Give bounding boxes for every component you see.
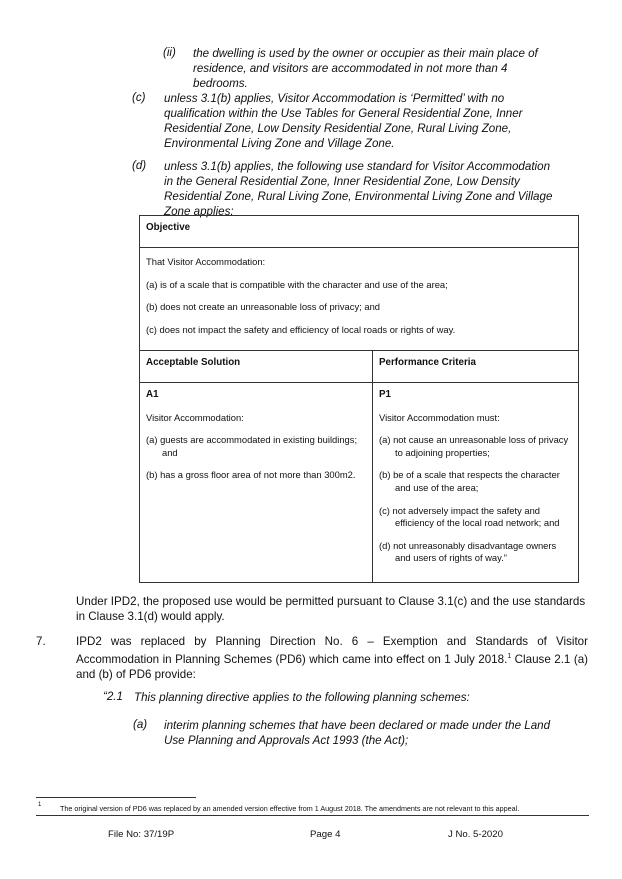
p1-item-d: (d) not unreasonably disadvantage owners and users of rights of way.” (379, 539, 557, 564)
footer-page-number: Page 4 (310, 829, 341, 840)
use-standard-table (139, 215, 579, 583)
paragraph-7-text-start: IPD2 was replaced by Planning Direction No. 6 – Exemption and Standards of Visitor Accommodation in Planning Schemes (PD6) which came into effect on 1 July 2018. (76, 635, 588, 666)
footnote-separator (36, 797, 196, 798)
a1-item-a: (a) guests are accommodated in existing buildings; and (146, 434, 358, 458)
paragraph-number: 7. (36, 635, 46, 648)
footer-rule (36, 815, 589, 816)
p1-item-a: (a) not cause an unreasonable loss of privacy to adjoining properties; (379, 434, 569, 458)
performance-criteria-cell (373, 383, 579, 583)
quote-clause-number: “2.1 (103, 690, 123, 703)
paragraph-7-text-end: Clause 2.1 (a) and (b) of PD6 provide: (76, 652, 588, 681)
footnote-text: The original version of PD6 was replaced by an amended version effective from 1 August 2018. The amendments are not relevant to this appeal. (60, 804, 520, 813)
item-d-text: unless 3.1(b) applies, the following use standard for Visitor Accommodation in the General Residential Zone, Inner Residential Zone, Low Density Residential Zone, Rural Living Zone, Environmental Living Zone and Village Zone applies: (164, 160, 553, 218)
objective-cell (140, 248, 579, 351)
under-ipd2-paragraph: Under IPD2, the proposed use would be permitted pursuant to Clause 3.1(c) and the use standards in Clause 3.1(d) would apply. (76, 595, 586, 623)
p1-item-c: (c) not adversely impact the safety and efficiency of the local road network; and (379, 504, 560, 529)
footer-file-number: File No: 37/19P (108, 829, 175, 840)
sub-item-marker: (ii) (163, 46, 176, 59)
item-c-text: unless 3.1(b) applies, Visitor Accommodation is ‘Permitted’ with no qualification within the Use Tables for General Residential Zone, Inner Residential Zone, Low Density Residential Zone, Rural Living Zone, Environmental Living Zone and Village Zone. (164, 92, 523, 150)
objective-header: Objective (140, 216, 579, 248)
a1-intro: Visitor Accommodation: (146, 411, 244, 423)
performance-criteria-header: Performance Criteria (373, 351, 579, 383)
item-c-marker: (c) (132, 91, 146, 104)
objective-intro: That Visitor Accommodation: (146, 256, 266, 267)
footer-j-number: J No. 5-2020 (448, 829, 503, 840)
p1-intro: Visitor Accommodation must: (379, 411, 500, 423)
p1-label: P1 (379, 389, 391, 400)
quote-item-a-marker: (a) (133, 718, 148, 731)
footnote-marker: 1 (38, 802, 42, 808)
quote-clause-text: This planning directive applies to the following planning schemes: (134, 691, 470, 704)
acceptable-solution-header: Acceptable Solution (140, 351, 373, 383)
sub-item-ii-text: the dwelling is used by the owner or occupier as their main place of residence, and visitors are accommodated in not more than 4 bedrooms. (193, 47, 538, 90)
acceptable-solution-cell (140, 383, 373, 583)
item-d-marker: (d) (132, 159, 147, 172)
a1-label: A1 (146, 389, 159, 400)
objective-item-a: (a) is of a scale that is compatible with the character and use of the area; (146, 278, 448, 290)
objective-item-b: (b) does not create an unreasonable loss of privacy; and (146, 301, 380, 313)
objective-item-c: (c) does not impact the safety and efficiency of local roads or rights of way. (146, 323, 456, 335)
paragraph-7-text (76, 634, 588, 682)
quote-item-a-text: interim planning schemes that have been declared or made under the Land Use Planning and Approvals Act 1993 (the Act); (164, 719, 551, 747)
footnote-reference[interactable]: 1 (507, 653, 512, 660)
a1-item-b: (b) has a gross floor area of not more than 300m2. (146, 469, 356, 481)
p1-item-b: (b) be of a scale that respects the character and use of the area; (379, 469, 560, 493)
